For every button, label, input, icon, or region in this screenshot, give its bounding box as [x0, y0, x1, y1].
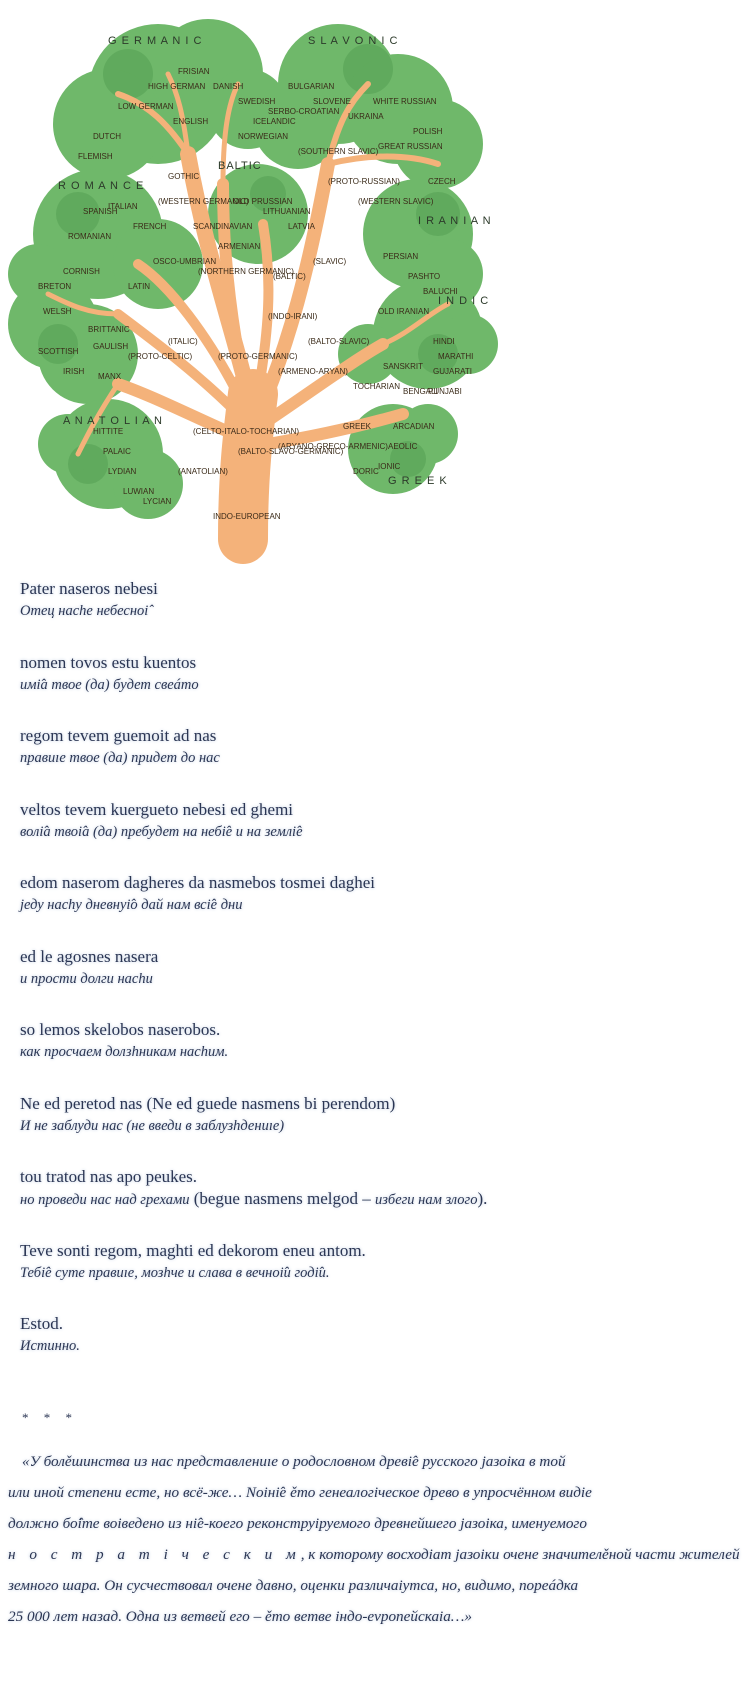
lang-old-prussian: OLD PRUSSIAN — [233, 197, 293, 206]
lang-frisian: FRISIAN — [178, 67, 210, 76]
lang-gothic: GOTHIC — [168, 172, 200, 181]
lang-flemish: FLEMISH — [78, 152, 113, 161]
quote-line-4-rest: , к которому восходіат jазоіки очене значителěной части жителей — [300, 1546, 740, 1563]
latin-line: regom tevem guemoit ad nas — [20, 726, 217, 745]
proto-southern-slavic: (SOUTHERN SLAVIC) — [298, 147, 379, 156]
lang-lithuanian: LITHUANIAN — [263, 207, 311, 216]
proto-aryano-greco-armenic: (ARYANO-GRECO-ARMENIC) — [278, 442, 388, 451]
lang-high-german: HIGH GERMAN — [148, 82, 206, 91]
quote-line-1: «У болěшинства из нас представлениıе о родословном древі̂е русского jазоіка в той — [22, 1453, 566, 1470]
lang-baluchi: BALUCHI — [423, 287, 458, 296]
lang-lycian: LYCIAN — [143, 497, 172, 506]
cyrillic-line: и прости долги насhи — [20, 970, 153, 987]
latin-line: nomen tovos estu kuentos — [20, 652, 197, 672]
lang-punjabi: PUNJABI — [428, 387, 462, 396]
cyrillic-line: волі̂а твоі̂а (да) пребудет на небі̂е и на землі̂е — [20, 823, 303, 840]
lang-italian: ITALIAN — [108, 202, 138, 211]
proto-proto-germanic: (PROTO-GERMANIC) — [218, 352, 298, 361]
latin-inline: (begue nasmens melgod – — [189, 1189, 376, 1208]
group-greek: G R E E K — [388, 475, 448, 487]
lang-swedish: SWEDISH — [238, 97, 276, 106]
cyrillic-line: Истинно. — [20, 1338, 80, 1354]
lang-low-german: LOW GERMAN — [118, 102, 174, 111]
lang-gaulish: GAULISH — [93, 342, 129, 351]
lang-polish: POLISH — [413, 127, 443, 136]
quote-line-4 — [8, 1539, 738, 1570]
proto-slavic: (SLAVIC) — [313, 257, 347, 266]
latin-line: so lemos skelobos naserobos. — [20, 1020, 221, 1039]
stanza-4 — [20, 799, 720, 873]
stanza-6 — [20, 946, 720, 1020]
cyrillic-part: но проведи нас над грехами — [20, 1192, 190, 1208]
stanza-2 — [20, 652, 720, 726]
cyrillic-inline: избеги нам злого — [375, 1192, 478, 1208]
lang-greek: GREEK — [343, 422, 372, 431]
lang-marathi: MARATHI — [438, 352, 474, 361]
lang-hindi: HINDI — [433, 337, 455, 346]
lang-great-russian: GREAT RUSSIAN — [378, 142, 443, 151]
proto-proto-celtic: (PROTO-CELTIC) — [128, 352, 193, 361]
lang-gujarati: GUJARATI — [433, 367, 472, 376]
group-anatolian: A N A T O L I A N — [63, 415, 163, 427]
latin-line: tou tratod nas apo peukes. — [20, 1167, 198, 1186]
cyrillic-line: правиıе твое (да) придет до нас — [20, 750, 220, 766]
lang-cornish: CORNISH — [63, 267, 100, 276]
cyrillic-line: Отец насhе небесноі̂ — [20, 603, 149, 619]
lang-latin: LATIN — [128, 282, 151, 291]
cyrillic-line: Тебі̂е суте правиıе, мозhче и слава в вечноі̂и годі̂и. — [20, 1264, 330, 1281]
lang-ukraina: UKRAINA — [348, 112, 384, 121]
lang-doric: DORIC — [353, 467, 379, 476]
group-iranian: I R A N I A N — [418, 215, 492, 227]
lang-serbo-croatian: SERBO-CROATIAN — [268, 107, 340, 116]
quote-line-5: земного шара. Он сусчествовал очене давно, оценки различаіутса, но, видимо, пореáдка — [8, 1577, 579, 1594]
lang-hittite: HITTITE — [93, 427, 124, 436]
lang-old-iranian: OLD IRANIAN — [378, 307, 430, 316]
stanza-7 — [20, 1019, 720, 1093]
lang-white-russian: WHITE RUSSIAN — [373, 97, 437, 106]
latin-line: edom naserom dagheres da nasmebos tosmei daghei — [20, 873, 376, 892]
stanza-9 — [20, 1166, 720, 1240]
language-tree-svg — [8, 14, 508, 559]
lang-manx: MANX — [98, 372, 122, 381]
lang-armenian: ARMENIAN — [218, 242, 261, 251]
lang-brittanic: BRITTANIC — [88, 325, 130, 334]
quote-line-2: или иной степени есте, но всё-же… Noіні̂е ěто генеалогіческое древо в упросчённом видіе — [8, 1484, 592, 1501]
group-romance: R O M A N C E — [58, 180, 145, 192]
lang-bulgarian: BULGARIAN — [288, 82, 335, 91]
latin-line: Estod. — [20, 1314, 63, 1333]
cyrillic-line: И не заблуди нас (не введи в заблузhдениıе) — [20, 1117, 285, 1134]
proto-celto-italo-tocharian: (CELTO-ITALO-TOCHARIAN) — [193, 427, 300, 436]
proto-balto-slavo-germanic: (BALTO-SLAVO-GERMANIC) — [238, 447, 344, 456]
lang-welsh: WELSH — [43, 307, 72, 316]
group-indic: I N D I C — [438, 295, 490, 307]
lang-sanskrit: SANSKRIT — [383, 362, 424, 371]
lang-dutch: DUTCH — [93, 132, 121, 141]
stanza-5 — [20, 872, 720, 946]
proto-scandinavian: SCANDINAVIAN — [193, 222, 253, 231]
lang-irish: IRISH — [63, 367, 85, 376]
lang-breton: BRETON — [38, 282, 72, 291]
stanza-1 — [20, 578, 720, 652]
group-germanic: G E R M A N I C — [108, 35, 203, 47]
lang-tocharian: TOCHARIAN — [353, 382, 400, 391]
proto-western-germanic: (WESTERN GERMANIC) — [158, 197, 249, 206]
lang-french: FRENCH — [133, 222, 167, 231]
lang-spanish: SPANISH — [83, 207, 118, 216]
proto-indo-irani: (INDO-IRANI) — [268, 312, 318, 321]
closing-paren: ). — [477, 1189, 488, 1208]
group-baltic: BALTIC — [218, 160, 262, 172]
lang-romanian: ROMANIAN — [68, 232, 112, 241]
proto-northern-germanic: (NORTHERN GERMANIC) — [198, 267, 294, 276]
lang-slovene: SLOVENE — [313, 97, 351, 106]
lang-czech: CZECH — [428, 177, 456, 186]
stanza-11 — [20, 1313, 720, 1387]
spaced-word: н о с т р а т і ч е с к и м — [8, 1546, 301, 1563]
cyrillic-line — [20, 1188, 720, 1211]
latin-line: Ne ed peretod nas (Ne ed guede nasmens bi perendom) — [20, 1093, 396, 1113]
lang-palaic: PALAIC — [103, 447, 131, 456]
latin-line: Teve sonti regom, maghti ed dekorom eneu antom. — [20, 1240, 366, 1260]
proto-western-slavic: (WESTERN SLAVIC) — [358, 197, 434, 206]
lang-english: ENGLISH — [173, 117, 209, 126]
lang-aeolic: AEOLIC — [388, 442, 418, 451]
latin-line: veltos tevem kuergueto nebesi ed ghemi — [20, 799, 294, 819]
lang-persian: PERSIAN — [383, 252, 419, 261]
quote-line-3: должно бо̂іте воіведено из ні̂е-коего реконструіруемого древнейшего jазоіка, именуемого — [8, 1515, 587, 1532]
lang-ionic: IONIC — [378, 462, 401, 471]
proto-anatolian: (ANATOLIAN) — [178, 467, 228, 476]
cyrillic-line: как просчаем долзhникам насhим. — [20, 1044, 229, 1060]
proto-italic: (ITALIC) — [168, 337, 198, 346]
stanza-10 — [20, 1240, 720, 1314]
lang-danish: DANISH — [213, 82, 244, 91]
lang-osco-umbrian: OSCO-UMBRIAN — [153, 257, 217, 266]
quote-paragraph — [8, 1446, 738, 1632]
cyrillic-line: имі̂а твое (да) будет свеáто — [20, 676, 199, 693]
group-slavonic: S L A V O N I C — [308, 35, 399, 47]
lang-bengali: BENGALI — [403, 387, 438, 396]
proto-balto-slavic: (BALTO-SLAVIC) — [308, 337, 370, 346]
lang-luwian: LUWIAN — [123, 487, 155, 496]
latin-line: Pater naseros nebesi — [20, 579, 158, 598]
lang-norwegian: NORWEGIAN — [238, 132, 289, 141]
cyrillic-line: jеду насhу дневнуі̂о дай нам всі̂е дни — [20, 897, 243, 913]
stanza-3 — [20, 725, 720, 799]
quote-line-6: 25 000 лет назад. Одна из ветвей его – ěто ветве індо-еvропейскаіа…» — [8, 1608, 472, 1625]
section-separator: * * * — [22, 1410, 78, 1425]
lang-pashto: PASHTO — [408, 272, 441, 281]
proto-armeno-aryan: (ARMENO-ARYAN) — [278, 367, 348, 376]
group-celtic — [0, 249, 1, 314]
proto-indo-european: INDO-EUROPEAN — [213, 512, 281, 521]
lang-arcadian: ARCADIAN — [393, 422, 435, 431]
lang-scottish: SCOTTISH — [38, 347, 79, 356]
proto-baltic: (BALTIC) — [273, 272, 306, 281]
language-tree-figure — [8, 14, 508, 559]
lang-icelandic: ICELANDIC — [253, 117, 296, 126]
stanza-8 — [20, 1093, 720, 1167]
prayer-text — [20, 578, 720, 1387]
lang-latvia: LATVIA — [288, 222, 315, 231]
latin-line: ed le agosnes nasera — [20, 946, 159, 966]
proto-proto-russian: (PROTO-RUSSIAN) — [328, 177, 400, 186]
lang-lydian: LYDIAN — [108, 467, 137, 476]
